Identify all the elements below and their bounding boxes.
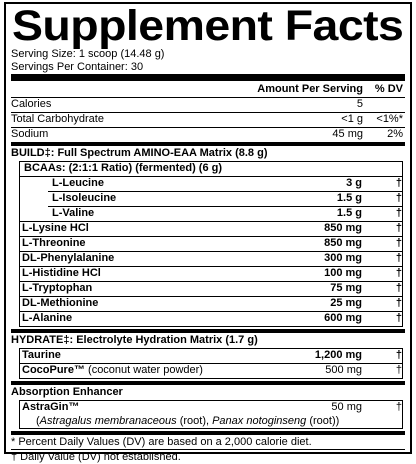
panel-title: Supplement Facts bbox=[12, 2, 404, 50]
footnote-not-established: † Daily Value (DV) not established. bbox=[11, 451, 181, 463]
ingredient-row: AstraGin™ 50 mg † bbox=[22, 401, 402, 413]
absorption-box bbox=[19, 400, 403, 429]
build-matrix-box bbox=[19, 161, 403, 327]
ingredient-row: Taurine 1,200 mg † bbox=[22, 349, 402, 361]
ingredient-row: L-Leucine 3 g † bbox=[52, 177, 402, 189]
nutrient-row: Calories 5 bbox=[11, 98, 363, 110]
thick-divider bbox=[11, 74, 405, 81]
ingredient-row: CocoPure™ (coconut water powder) 500 mg † bbox=[22, 364, 402, 376]
ingredient-row: DL-Methionine 25 mg † bbox=[22, 297, 402, 309]
ingredient-row: L-Tryptophan 75 mg † bbox=[22, 282, 402, 294]
column-header bbox=[11, 81, 405, 97]
hydrate-section-label: HYDRATE‡: Electrolyte Hydration Matrix (1.7 g) bbox=[11, 334, 258, 346]
dv-header: % DV bbox=[374, 83, 403, 95]
ingredient-row: L-Alanine 600 mg † bbox=[22, 312, 402, 324]
ingredient-row: L-Lysine HCl 850 mg † bbox=[22, 222, 402, 234]
hydrate-matrix-box bbox=[19, 348, 403, 379]
ingredient-row: L-Threonine 850 mg † bbox=[22, 237, 402, 249]
build-section-label: BUILD‡: Full Spectrum AMINO-EAA Matrix (8.8 g) bbox=[11, 147, 268, 159]
ingredient-row: L-Histidine HCl 100 mg † bbox=[22, 267, 402, 279]
absorption-section-label: Absorption Enhancer bbox=[11, 386, 123, 398]
bcaa-title: BCAAs: (2:1:1 Ratio) (fermented) (6 g) bbox=[24, 162, 223, 174]
supplement-facts-panel bbox=[4, 2, 412, 463]
ingredient-row: L-Valine 1.5 g † bbox=[52, 207, 402, 219]
nutrient-row: Total Carbohydrate <1 g <1%* bbox=[11, 113, 403, 125]
servings-per-container: Servings Per Container: 30 bbox=[11, 61, 144, 73]
amount-header: Amount Per Serving bbox=[257, 83, 363, 95]
ingredient-row: L-Isoleucine 1.5 g † bbox=[52, 192, 402, 204]
ingredient-subtext: (Astragalus membranaceous (root), Panax notoginseng (root)) bbox=[36, 415, 340, 427]
nutrient-row: Sodium 45 mg 2% bbox=[11, 128, 403, 140]
serving-size: Serving Size: 1 scoop (14.48 g) bbox=[11, 48, 165, 60]
footnote-dv: * Percent Daily Values (DV) are based on a 2,000 calorie diet. bbox=[11, 436, 312, 448]
ingredient-row: DL-Phenylalanine 300 mg † bbox=[22, 252, 402, 264]
